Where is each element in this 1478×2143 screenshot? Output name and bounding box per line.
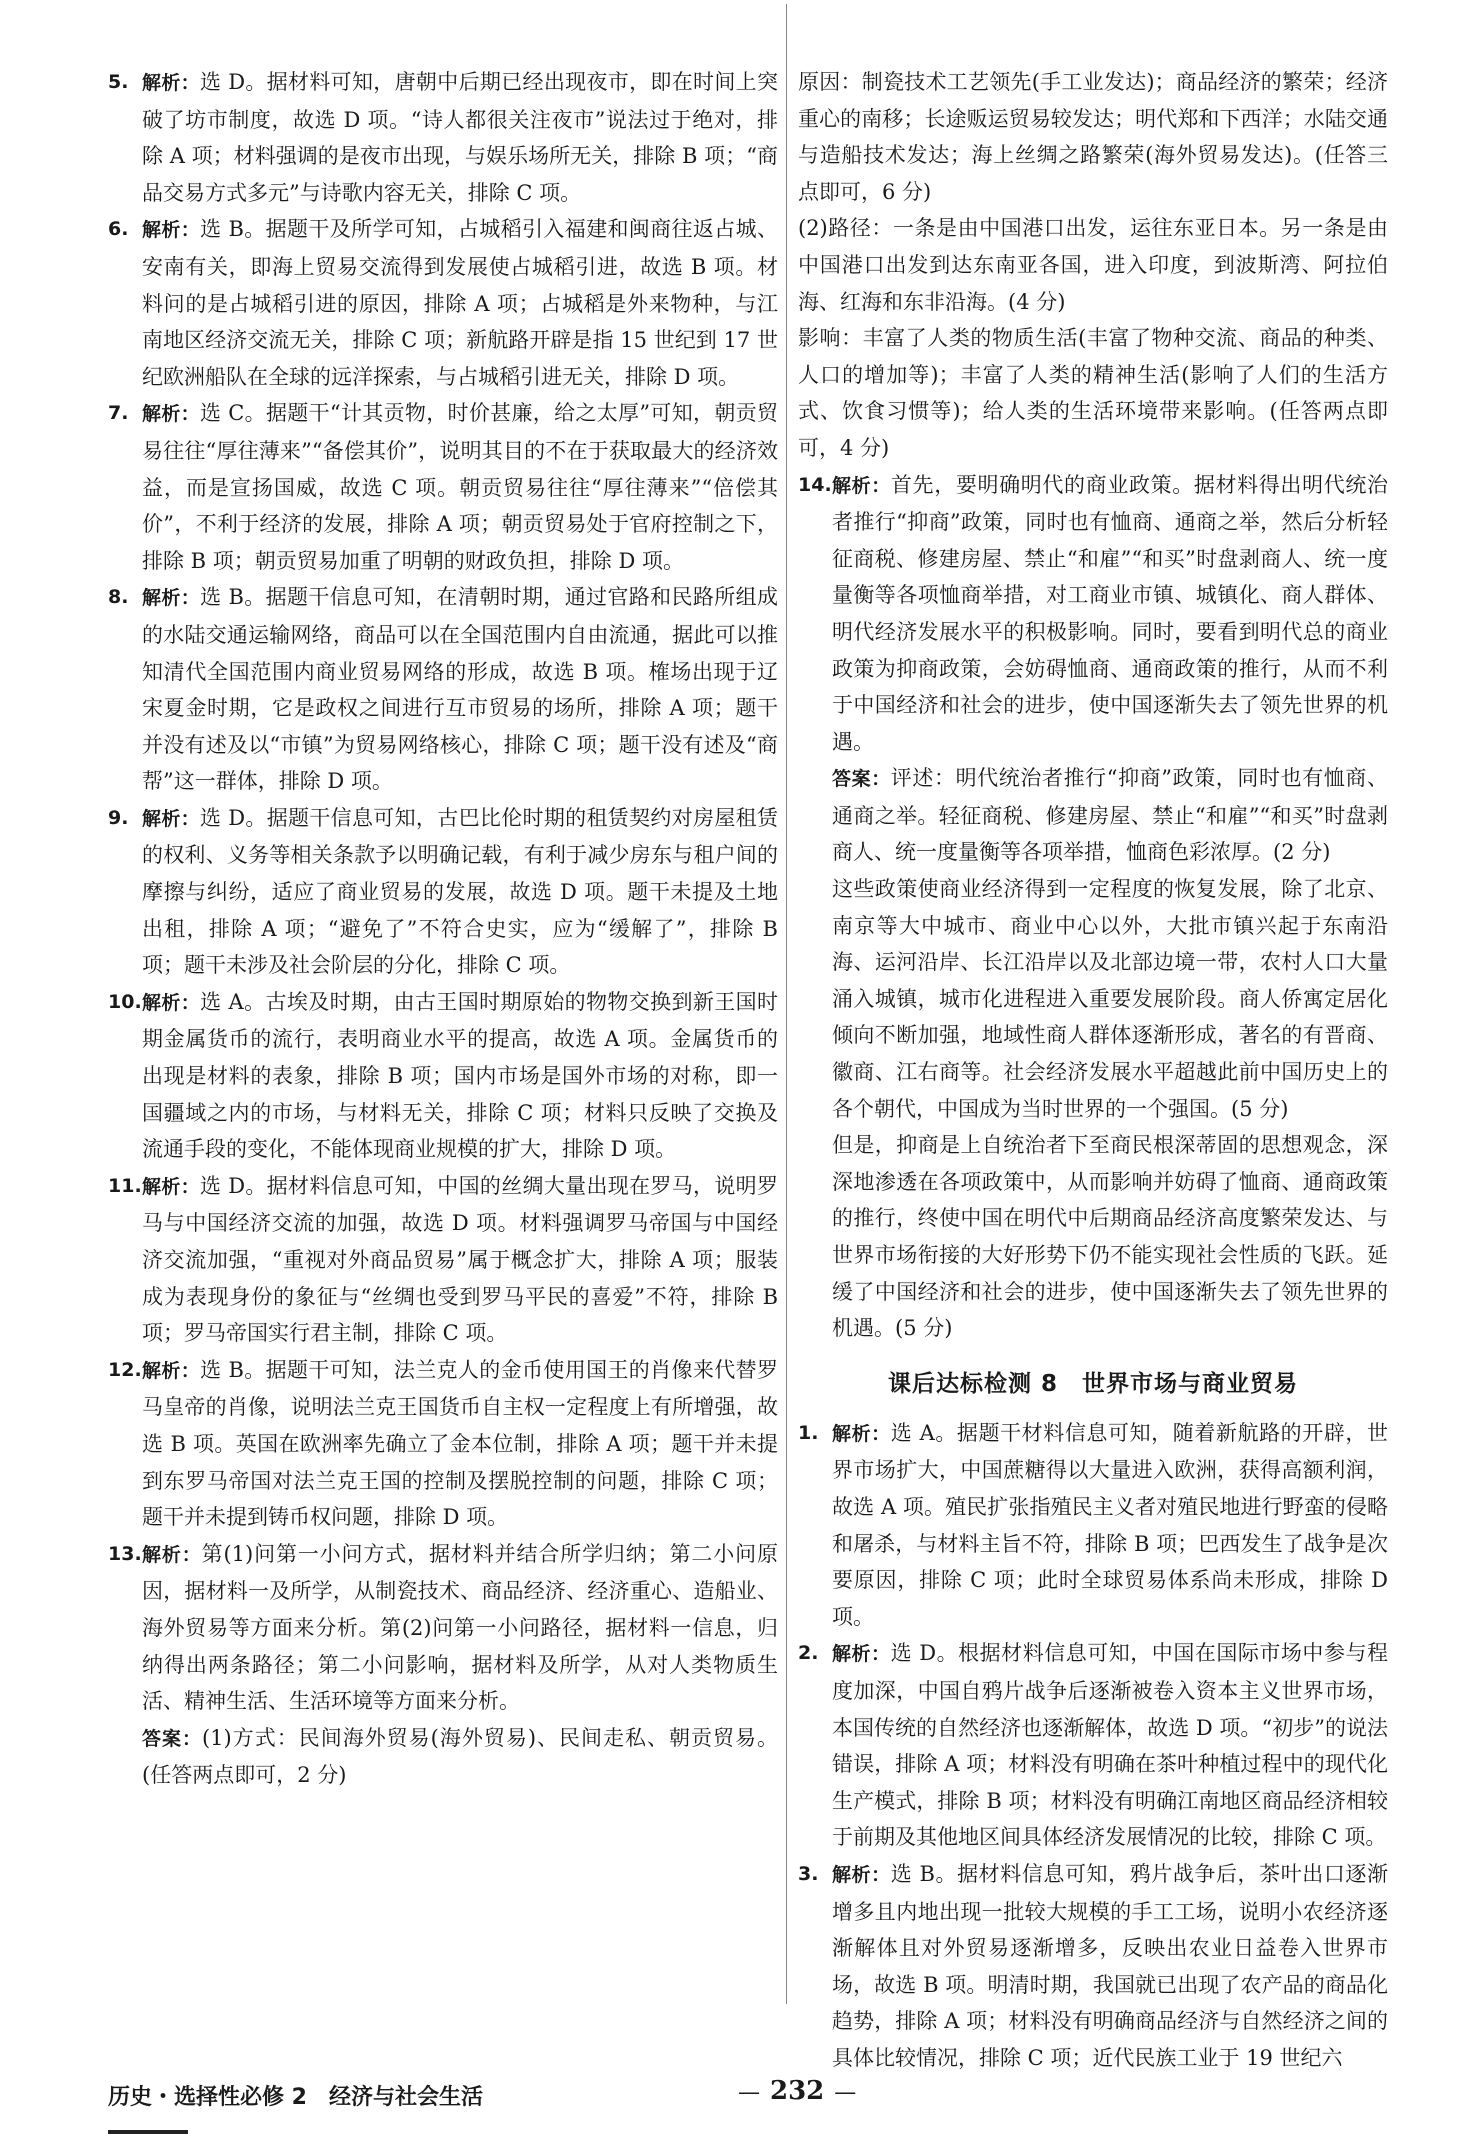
dash-decoration: —: [834, 2080, 857, 2105]
answer-item-s3: [798, 1856, 1388, 2077]
dash-decoration: —: [738, 2080, 760, 2105]
right-column: [798, 64, 1388, 2076]
item-number: 5.: [108, 71, 129, 93]
item-number: 2.: [798, 1642, 819, 1665]
answer-text: 评述：明代统治者推行“抑商”政策，同时也有恤商、通商之举。轻征商税、修建房屋、禁止“和雇”“和买”时盘剥商人、统一度量衡等各项举措，恤商色彩浓厚。(2 分): [832, 766, 1388, 865]
answer-14-p1: [798, 760, 1388, 871]
answer-item-9: [108, 800, 778, 984]
item-number: 10.: [108, 990, 142, 1013]
analysis-label: 解析：: [142, 403, 200, 426]
left-column: [108, 64, 778, 1794]
analysis-label: 解析：: [832, 1422, 891, 1445]
footer-rule: [108, 2130, 188, 2134]
analysis-label: 解析：: [142, 72, 200, 94]
analysis-label: 解析：: [142, 1175, 200, 1198]
item-number: 11.: [108, 1174, 142, 1197]
analysis-text: 选 D。据材料信息可知，中国的丝绸大量出现在罗马，说明罗马与中国经济交流的加强，故选 D 项。材料强调罗马帝国与中国经济交流加强，“重视对外商品贸易”属于概念扩大，排除 A 项；服装成为表现身份的象征与“丝绸也受到罗马平民的喜爱”不符，排除 B 项；罗马帝国实行君主制，排除 C 项。: [142, 1173, 778, 1346]
answer-item-14: [798, 467, 1388, 761]
section-heading: 课后达标检测 8 世界市场与商业贸易: [887, 1370, 1298, 1397]
answer-text: (1)方式：民间海外贸易(海外贸易)、民间走私、朝贡贸易。(任答两点即可，2 分): [142, 1725, 778, 1788]
answer-item-8: [108, 579, 778, 800]
answer-13-part2-route: (2)路径：一条是由中国港口出发，运往东亚日本。另一条是由中国港口出发到达东南亚各国，进入印度，到波斯湾、阿拉伯海、红海和东非沿海。(4 分): [798, 216, 1388, 314]
page-footer: [108, 2076, 1388, 2120]
analysis-label: 解析：: [832, 1643, 891, 1666]
item-number: 7.: [108, 402, 129, 425]
analysis-text: 第(1)问第一小问方式，据材料并结合所学归纳；第二小问原因，据材料一及所学，从制瓷技术、商品经济、经济重心、造船业、海外贸易等方面来分析。第(2)问第一小问路径，据材料一信息，归纳得出两条路径；第二小问影响，据材料及所学，从对人类物质生活、精神生活、生活环境等方面来分析。: [142, 1541, 778, 1714]
answer-14-p2: 这些政策使商业经济得到一定程度的恢复发展，除了北京、南京等大中城市、商业中心以外，大批市镇兴起于东南沿海、运河沿岸、长江沿岸以及北部边境一带，农村人口大量涌入城镇，城市化进程进入重要发展阶段。商人侨寓定居化倾向不断加强，地域性商人群体逐渐形成，著名的有晋商、徽商、江右商等。社会经济发展水平超越此前中国历史上的各个朝代，中国成为当时世界的一个强国。(5 分): [832, 877, 1388, 1121]
analysis-text: 选 A。古埃及时期，由古王国时期原始的物物交换到新王国时期金属货币的流行，表明商业水平的提高，故选 A 项。金属货币的出现是材料的表象，排除 B 项；国内市场是国外市场的对称，即一国疆域之内的市场，与材料无关，排除 C 项；材料只反映了交换及流通手段的变化，不能体现商业规模的扩大，排除 D 项。: [142, 989, 778, 1162]
item-number: 6.: [108, 218, 129, 241]
answer-13-reasons: 原因：制瓷技术工艺领先(手工业发达)；商品经济的繁荣；经济重心的南移；长途贩运贸易较发达；明代郑和下西洋；水陆交通与造船技术发达；海上丝绸之路繁荣(海外贸易发达)。(任答三点即可，6 分): [798, 70, 1388, 204]
answer-item-s1: [798, 1415, 1388, 1636]
item-number: 8.: [108, 586, 129, 609]
book-title: 历史・选择性必修 2 经济与社会生活: [108, 2085, 483, 2110]
analysis-text: 选 D。根据材料信息可知，中国在国际市场中参与程度加深，中国自鸦片战争后逐渐被卷入资本主义世界市场，本国传统的自然经济也逐渐解体，故选 D 项。“初步”的说法错误，排除 A 项；材料没有明确在茶叶种植过程中的现代化生产模式，排除 B 项；材料没有明确江南地区商品经济相较于前期及其他地区间具体经济发展情况的比较，排除 C 项。: [832, 1641, 1388, 1850]
answer-item-13: [108, 1536, 778, 1720]
analysis-label: 解析：: [142, 991, 201, 1014]
page-number-wrap: [728, 2076, 866, 2106]
analysis-text: 选 B。据材料信息可知，鸦片战争后，茶叶出口逐渐增多且内地出现一批较大规模的手工工场，说明小农经济逐渐解体且对外贸易逐渐增多，反映出农业日益卷入世界市场，故选 B 项。明清时期，我国就已出现了农产品的商品化趋势，排除 A 项；材料没有明确商品经济与自然经济之间的具体比较情况，排除 C 项；近代民族工业于 19 世纪六: [832, 1861, 1388, 2070]
answer-item-12: [108, 1352, 778, 1536]
item-number: 1.: [798, 1421, 819, 1444]
page-number: 232: [770, 2076, 825, 2106]
analysis-text: 选 B。据题干及所学可知，占城稻引入福建和闽商往返占城、安南有关，即海上贸易交流得到发展使占城稻引进，故选 B 项。材料问的是占城稻引进的原因，排除 A 项；占城稻是外来物种，与江南地区经济交流无关，排除 C 项；新航路开辟是指 15 世纪到 17 世纪欧洲船队在全球的远洋探索，与占城稻引进无关，排除 D 项。: [142, 217, 778, 389]
analysis-text: 选 C。据题干“计其贡物，时价甚廉，给之太厚”可知，朝贡贸易往往“厚往薄来”“备偿其价”，说明其目的不在于获取最大的经济效益，而是宣扬国威，故选 C 项。朝贡贸易往往“厚往薄来”“倍偿其价”，不利于经济的发展，排除 A 项；朝贡贸易处于官府控制之下，排除 B 项；朝贡贸易加重了明朝的财政负担，排除 D 项。: [142, 401, 778, 573]
analysis-label: 解析：: [142, 1359, 201, 1382]
analysis-label: 解析：: [142, 807, 200, 830]
analysis-text: 选 D。据题干信息可知，古巴比伦时期的租赁契约对房屋租赁的权利、义务等相关条款予以明确记载，有利于减少房东与租户间的摩擦与纠纷，适应了商业贸易的发展，故选 D 项。题干未提及土地出租，排除 A 项；“避免了”不符合史实，应为“缓解了”，排除 B 项；题干未涉及社会阶层的分化，排除 C 项。: [142, 805, 778, 978]
answer-label: 答案：: [832, 768, 891, 791]
analysis-label: 解析：: [142, 219, 201, 242]
answer-13-part2-impact: 影响：丰富了人类的物质生活(丰富了物种交流、商品的种类、人口的增加等)；丰富了人类的精神生活(影响了人们的生活方式、饮食习惯等)；给人类的生活环境带来影响。(任答两点即可，4 分): [798, 326, 1388, 460]
answer-13-part1: [108, 1720, 778, 1794]
analysis-label: 解析：: [142, 1543, 202, 1566]
analysis-text: 选 D。据材料可知，唐朝中后期已经出现夜市，即在时间上突破了坊市制度，故选 D 项。“诗人都很关注夜市”说法过于绝对，排除 A 项；材料强调的是夜市出现，与娱乐场所无关，排除 B 项；“商品交易方式多元”与诗歌内容无关，排除 C 项。: [142, 70, 778, 205]
answer-14-p3: 但是，抑商是上自统治者下至商民根深蒂固的思想观念，深深地渗透在各项政策中，从而影响并妨碍了恤商、通商政策的推行，终使中国在明代中后期商品经济高度繁荣发达、与世界市场衔接的大好形势下仍不能实现社会性质的飞跃。延缓了中国经济和社会的进步，使中国逐渐失去了领先世界的机遇。(5 分): [832, 1133, 1388, 1341]
answer-item-5: [108, 64, 778, 211]
item-number: 14.: [798, 473, 832, 496]
analysis-text: 选 A。据题干材料信息可知，随着新航路的开辟，世界市场扩大，中国蔗糖得以大量进入欧洲，获得高额利润，故选 A 项。殖民扩张指殖民主义者对殖民地进行野蛮的侵略和屠杀，与材料主旨不符，排除 B 项；巴西发生了战争是次要原因，排除 C 项；此时全球贸易体系尚未形成，排除 D 项。: [832, 1420, 1388, 1629]
analysis-text: 选 B。据题干信息可知，在清朝时期，通过官路和民路所组成的水陆交通运输网络，商品可以在全国范围内自由流通，据此可以推知清代全国范围内商业贸易网络的形成，故选 B 项。榷场出现于辽宋夏金时期，它是政权之间进行互市贸易的场所，排除 A 项；题干并没有述及以“市镇”为贸易网络核心，排除 C 项；题干没有述及“商帮”这一群体，排除 D 项。: [142, 585, 778, 794]
answer-item-6: [108, 211, 778, 395]
answer-item-s2: [798, 1635, 1388, 1856]
analysis-text: 选 B。据题干可知，法兰克人的金币使用国王的肖像来代替罗马皇帝的肖像，说明法兰克王国货币自主权一定程度上有所增强，故选 B 项。英国在欧洲率先确立了金本位制，排除 A 项；题干并未提到东罗马帝国对法兰克王国的控制及摆脱控制的问题，排除 C 项；题干并未提到铸币权问题，排除 D 项。: [142, 1357, 778, 1530]
answer-item-7: [108, 395, 778, 579]
analysis-label: 解析：: [142, 587, 201, 610]
answer-item-11: [108, 1168, 778, 1352]
answer-item-10: [108, 984, 778, 1168]
item-number: 12.: [108, 1358, 142, 1381]
analysis-label: 解析：: [832, 1863, 891, 1886]
analysis-label: 解析：: [832, 474, 891, 497]
item-number: 9.: [108, 806, 129, 829]
answer-label: 答案：: [142, 1727, 202, 1750]
analysis-text: 首先，要明确明代的商业政策。据材料得出明代统治者推行“抑商”政策，同时也有恤商、通商之举，然后分析轻征商税、修建房屋、禁止“和雇”“和买”时盘剥商人、统一度量衡等各项恤商举措，对工商业市镇、城镇化、商人群体、明代经济发展水平的积极影响。同时，要看到明代总的商业政策为抑商政策，会妨碍恤商、通商政策的推行，从而不利于中国经济和社会的进步，使中国逐渐失去了领先世界的机遇。: [832, 472, 1388, 754]
item-number: 13.: [108, 1542, 142, 1565]
item-number: 3.: [798, 1862, 819, 1885]
